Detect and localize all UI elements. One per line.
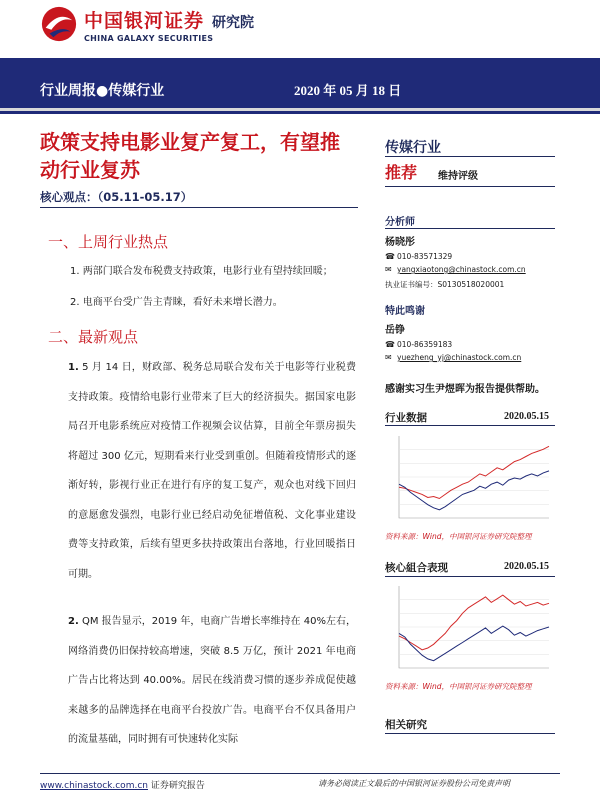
- brand-logo: [40, 4, 254, 44]
- series-navy: [399, 471, 549, 510]
- thanks-note: 感谢实习生尹煜晖为报告提供帮助。: [385, 384, 545, 395]
- core-view-heading: 核心观点：（05.11-05.17）: [40, 190, 193, 204]
- view-paragraph-1: [68, 353, 356, 589]
- phone-icon: ☎: [385, 252, 395, 261]
- report-title: 政策支持电影业复产复工，有望推动行业复苏: [40, 130, 340, 182]
- thanks-heading: 特此鸣谢: [385, 306, 425, 317]
- paragraph-number: 1.: [68, 362, 79, 373]
- report-category: 行业周报●传媒行业: [40, 83, 165, 99]
- chart-date: 2020.05.15: [504, 411, 549, 422]
- report-date: 2020 年 05 月 18 日: [294, 83, 402, 98]
- paragraph-text: QM 报告显示，2019 年，电商广告增长率维持在 40%左右，网络消费仍旧保持较高增速，突破 8.5 万亿，预计 2021 年电商广告占比将达到 40.00%。居民在线消费习惯的逐步养成促使越来越多的品牌选择在电商平台投放广告。电商平台不仅具备用户的流量基础，同时拥有可快速转化实际: [68, 616, 356, 745]
- paragraph-text: 5 月 14 日，财政部、税务总局联合发布关于电影等行业税费支持政策。疫情给电影行业带来了巨大的经济损失。据国家电影局召开电影系统应对疫情工作视频会议估算，目前全年票房损失将超过 300 亿元，短期看来行业受到重创。但随着疫情形式的逐渐好转，影视行业正在进行有序的复工复产，观众也对线下回归的意愿愈发强烈，电影行业已经启动免征增值税、文化事业建设费等支持政策，后续有望更多扶持政策出台落地，行业回暖指日可期。: [68, 362, 356, 580]
- analyst-email[interactable]: ✉ yangxiaotong@chinastock.com.cn: [385, 265, 526, 274]
- email-icon: ✉: [385, 353, 392, 362]
- series-red: [399, 595, 549, 650]
- phone-icon: ☎: [385, 340, 395, 349]
- chart-divider: [385, 576, 555, 577]
- analyst-phone: ☎ 010-83571329: [385, 252, 453, 261]
- analyst-name: 杨晓彤: [385, 237, 415, 248]
- section-heading-views: 二、最新观点: [48, 328, 139, 346]
- hotspot-item: 2. 电商平台受广告主青睐，看好未来增长潜力。: [70, 297, 283, 308]
- institute-name: 研究院: [212, 14, 255, 31]
- view-paragraph-2: [68, 607, 356, 755]
- email-icon: ✉: [385, 265, 392, 274]
- paragraph-number: 2.: [68, 616, 79, 627]
- sidebar-divider: [385, 228, 555, 229]
- chart-date: 2020.05.15: [504, 561, 549, 572]
- portfolio-line-chart: [385, 578, 555, 678]
- footer-disclaimer: 请务必阅读正文最后的中国银河证券股份公司免责声明: [318, 779, 510, 788]
- industry-label: 传媒行业: [385, 140, 441, 156]
- chart-title: 核心組合表现: [385, 562, 448, 574]
- sidebar-divider: [385, 186, 555, 187]
- chart-source: 资料来源：Wind，中国银河证券研究院整理: [385, 532, 532, 541]
- core-divider: [40, 207, 358, 208]
- recommendation: 推荐: [385, 163, 418, 182]
- helper-phone: ☎ 010-86359183: [385, 340, 453, 349]
- footer-left: www.chinastock.com.cn 证券研究报告: [40, 781, 205, 791]
- galaxy-logo-icon: [40, 5, 78, 43]
- banner-divider: [0, 108, 600, 111]
- rating-label: 维持评级: [438, 171, 478, 182]
- chart-source: 资料来源：Wind，中国银河证券研究院整理: [385, 682, 532, 691]
- hotspot-item: 1. 两部门联合发布税费支持政策，电影行业有望持续回暖；: [70, 266, 333, 277]
- series-navy: [399, 626, 549, 661]
- helper-name: 岳铮: [385, 325, 405, 336]
- analyst-heading: 分析师: [385, 217, 415, 228]
- sidebar-divider: [385, 156, 555, 157]
- sidebar-divider: [385, 733, 555, 734]
- footer-divider: [40, 773, 560, 774]
- section-heading-hotspots: 一、上周行业热点: [48, 233, 169, 251]
- analyst-license: 执业证书编号：S0130518020001: [385, 280, 505, 289]
- chart-divider: [385, 425, 555, 426]
- footer-site-link[interactable]: www.chinastock.com.cn: [40, 781, 148, 791]
- chart-title: 行业数据: [385, 412, 427, 424]
- company-name-cn: 中国银河证券: [84, 9, 205, 32]
- company-name-en: CHINA GALAXY SECURITIES: [84, 33, 214, 43]
- helper-email[interactable]: ✉ yuezheng_yj@chinastock.com.cn: [385, 353, 522, 362]
- related-research-heading: 相关研究: [385, 719, 427, 731]
- industry-line-chart: [385, 428, 555, 528]
